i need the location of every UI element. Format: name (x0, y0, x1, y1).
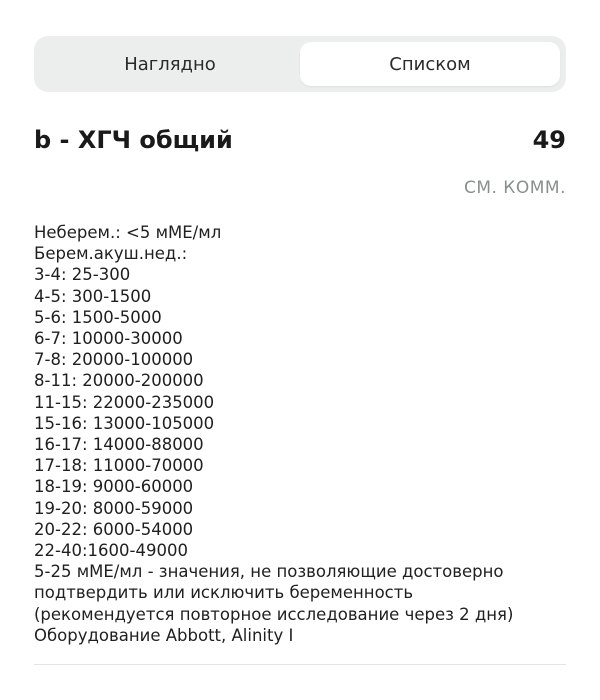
view-mode-switch (34, 36, 566, 92)
reference-values (34, 222, 574, 646)
reference-line: Берем.акуш.нед.: (34, 244, 188, 264)
reference-line: Оборудование Abbott, Alinity I (34, 625, 294, 645)
reference-line: 18-19: 9000-60000 (34, 477, 194, 497)
reference-line: 15-16: 13000-105000 (34, 413, 215, 433)
reference-line: 11-15: 22000-235000 (34, 392, 215, 412)
unit-note: СМ. КОММ. (463, 178, 566, 198)
reference-line: 19-20: 8000-59000 (34, 498, 194, 518)
reference-line: 4-5: 300-1500 (34, 286, 152, 306)
reference-line: 5-25 мМЕ/мл - значения, не позволяющие достоверно (34, 562, 504, 582)
reference-line: подтвердить или исключить беременность (34, 583, 414, 603)
reference-line: Неберем.: <5 мМЕ/мл (34, 223, 222, 242)
test-result-value: 49 (532, 126, 566, 154)
reference-line: 16-17: 14000-88000 (34, 435, 204, 455)
tab-list[interactable]: Списком (300, 42, 560, 86)
reference-line: 22-40:1600-49000 (34, 541, 188, 561)
divider (34, 664, 566, 665)
reference-line: (рекомендуется повторное исследование через 2 дня) (34, 604, 514, 624)
reference-line: 6-7: 10000-30000 (34, 329, 183, 349)
tab-visual[interactable]: Наглядно (124, 53, 216, 75)
reference-line: 3-4: 25-300 (34, 265, 131, 285)
reference-line: 20-22: 6000-54000 (34, 519, 194, 539)
reference-line: 17-18: 11000-70000 (34, 456, 204, 476)
reference-line: 8-11: 20000-200000 (34, 371, 204, 391)
test-name: b - ХГЧ общий (34, 126, 233, 154)
reference-line: 5-6: 1500-5000 (34, 307, 162, 327)
reference-line: 7-8: 20000-100000 (34, 350, 194, 370)
